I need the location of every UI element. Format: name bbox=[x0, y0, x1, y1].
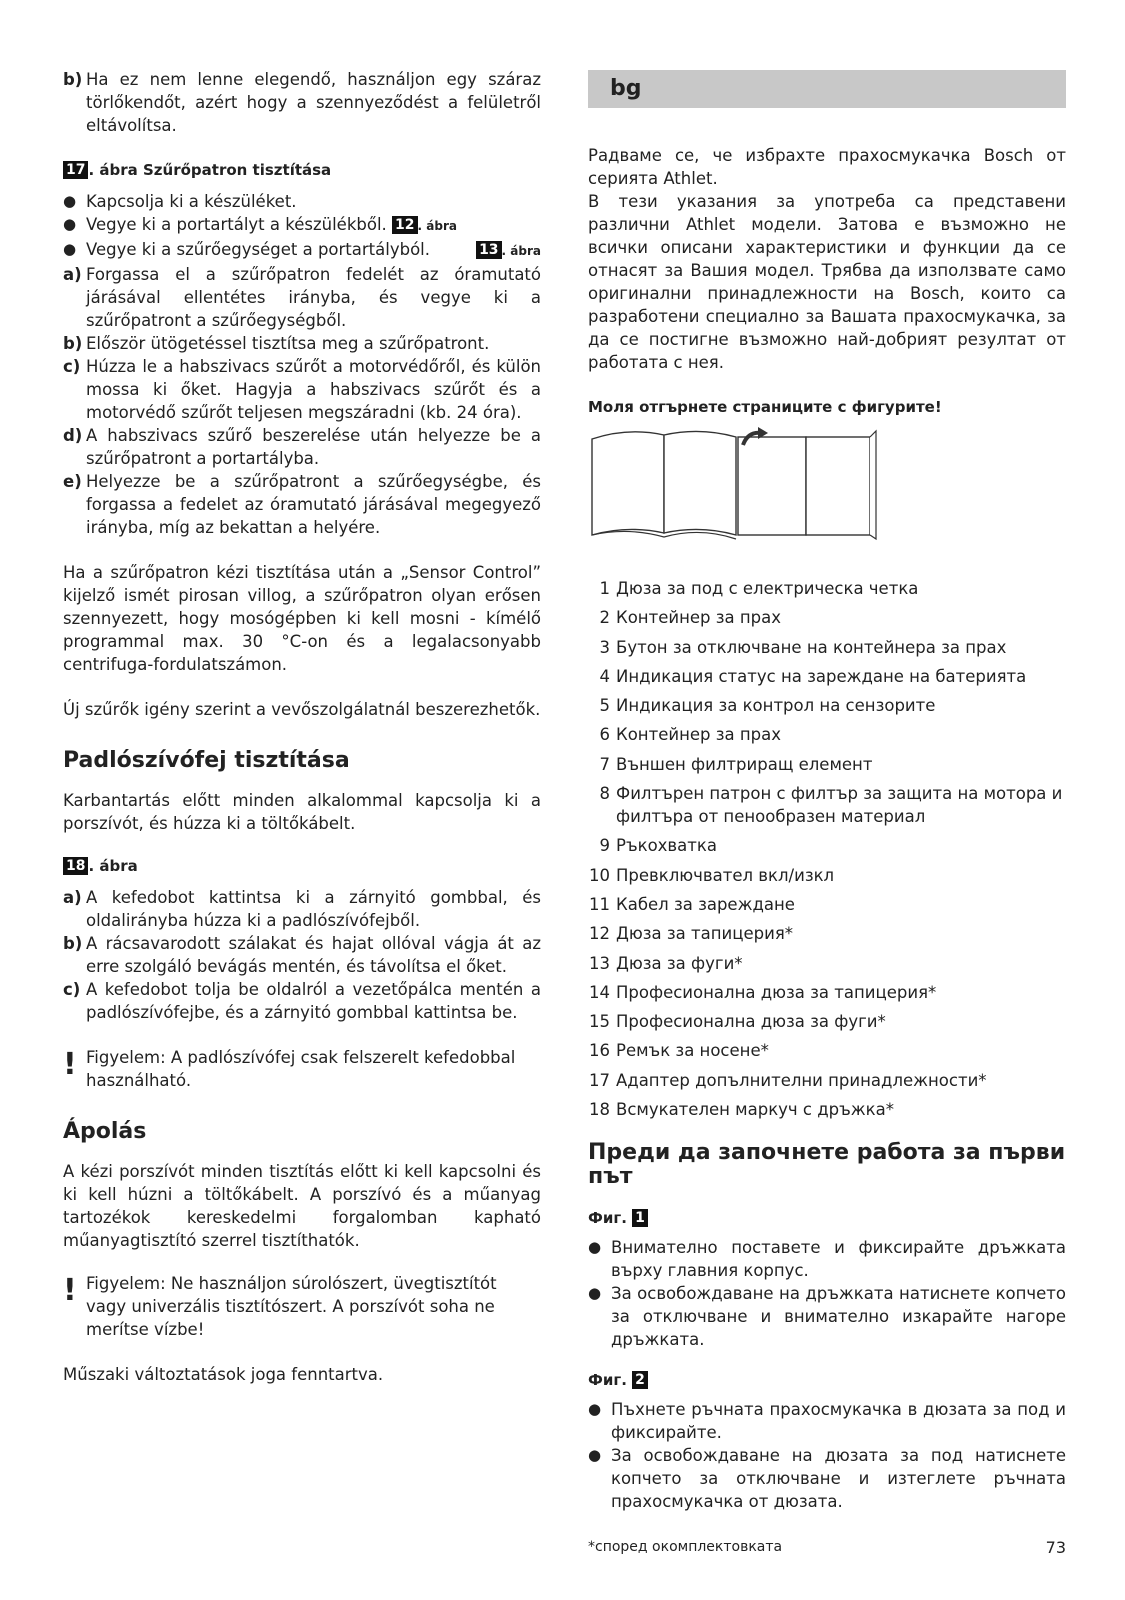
floor-head-heading: Padlószívófej tisztítása bbox=[63, 748, 350, 773]
filter-steps bbox=[63, 263, 541, 539]
bg-intro: Радваме се, че избрахте прахосмукачка Bosch от серията Athlet. bbox=[588, 146, 1066, 188]
bg-intro-2: В тези указания за употреба са представени различни Athlet модели. Затова е възможно не всички описани характеристики и функции да се отнасят за Вашия модел. Трябва да използвате само оригинални принадлежности на Bosch, които са разработени специално за Вашата прахосмукачка, за да се постигне възможно най-добрият резултат от работата с нея. bbox=[588, 192, 1066, 372]
list-item: 16 Ремък за носене* bbox=[589, 1041, 769, 1061]
page-number: 73 bbox=[1045, 1538, 1066, 1557]
bullet-item: ● Пъхнете ръчната прахосмукачка в дюзата за под и фиксирайте. bbox=[588, 1400, 1066, 1443]
list-item: 7 Външен филтриращ елемент bbox=[599, 754, 873, 774]
warning-2: ! Figyelem: Ne használjon súrolószert, üvegtisztítót vagy univerzális tisztítószert. A porszívót soha ne merítse vízbe! bbox=[63, 1273, 497, 1339]
figure-18-badge: 18 bbox=[63, 857, 88, 875]
list-item: 4 Индикация статус на зареждане на батерията bbox=[599, 666, 1027, 686]
new-filters-paragraph: Új szűrők igény szerint a vevőszolgálatnál beszerezhetők. bbox=[63, 700, 541, 719]
bullet-icon: ● bbox=[588, 1238, 602, 1257]
list-item: 11 Кабел за зареждане bbox=[589, 894, 795, 914]
floor-steps bbox=[63, 886, 541, 1024]
figure-12-badge: 12 bbox=[392, 216, 417, 234]
step-item: d) A habszivacs szűrő beszerelése után helyezze be a szűrőpatront a portartályba. bbox=[63, 426, 541, 468]
unfold-note: Моля отгърнете страниците с фигурите! bbox=[588, 398, 942, 416]
bullet-icon: ● bbox=[588, 1284, 602, 1303]
warning-1: ! Figyelem: A padlószívófej csak felszerelt kefedobbal használható. bbox=[63, 1047, 516, 1090]
list-item: 17 Адаптер допълнителни принадлежности* bbox=[589, 1070, 987, 1090]
tech-changes-note: Műszaki változtatások joga fenntartva. bbox=[63, 1365, 384, 1384]
page-footer bbox=[588, 1536, 1066, 1559]
bullet-item: ● Vegye ki a portartályt a készülékből. 12 . ábra bbox=[63, 213, 541, 238]
bullet-icon: ● bbox=[588, 1446, 602, 1465]
bullet-icon: ● bbox=[63, 215, 77, 233]
bullet-icon: ● bbox=[63, 240, 77, 258]
list-item: 9 Ръкохватка bbox=[599, 836, 717, 856]
list-item: 13 Дюза за фуги* bbox=[589, 953, 743, 973]
step-item: b) Először ütögetéssel tisztítsa meg a szűrőpatront. bbox=[63, 334, 490, 353]
bullet-item: ● Vegye ki a szűrőegységet a portartályból. 13 . ábra bbox=[63, 238, 541, 263]
bullet-item: ● Kapcsolja ki a készüléket. bbox=[63, 192, 297, 211]
bullet-icon: ● bbox=[588, 1400, 602, 1419]
parts-list bbox=[588, 577, 1066, 1121]
list-item: 3 Бутон за отключване на контейнера за прах bbox=[599, 637, 1007, 657]
left-bullets bbox=[63, 190, 541, 263]
step-item: e) Helyezze be a szűrőpatront a szűrőegységbe, és forgassa a fedelet az óramutató járásával megegyező irányba, míg az bekattan a helyére. bbox=[63, 472, 541, 537]
footnote: *според окомплектовката bbox=[588, 1539, 783, 1555]
list-item: 6 Контейнер за прах bbox=[599, 725, 782, 745]
list-item: 10 Превключвател вкл/изкл bbox=[589, 865, 835, 885]
bullet-icon: ● bbox=[63, 192, 77, 210]
figure-2-label: Фиг. 2 bbox=[588, 1369, 1066, 1392]
warning-icon: ! bbox=[63, 1047, 77, 1082]
bullet-item: ● За освобождаване на дюзата за под натиснете копчето за отключване и изтеглете ръчната прахосмукачка от дюзата. bbox=[588, 1446, 1066, 1512]
list-item: 5 Индикация за контрол на сензорите bbox=[599, 696, 936, 716]
step-item: a) Forgassa el a szűrőpatron fedelét az óramutató járásával ellentétes irányba, és vegye ki a szűrőpatront a szűrőegységből. bbox=[63, 265, 541, 330]
care-paragraph: A kézi porszívót minden tisztítás előtt ki kell kapcsolni és ki kell húzni a töltőkábelt. A porszívó és a műanyag tartozékok kereskedelmi forgalomban kapható műanyagtisztító szerrel tisztíthatók. bbox=[63, 1162, 541, 1250]
unfold-pages-illustration bbox=[588, 427, 878, 545]
figure-2-badge: 2 bbox=[632, 1371, 648, 1389]
fig2-bullets bbox=[588, 1398, 1066, 1513]
intro-step-b: b) Ha ez nem lenne elegendő, használjon egy száraz törlőkendőt, azért hogy a szennyeződést a felületről eltávolítsa. bbox=[63, 70, 541, 135]
step-item: c) Húzza le a habszivacs szűrőt a motorvédőről, és külön mossa ki őket. Hagyja a habszivacs szűrőt és a motorvédő szűrőt teljesen megszáradni (kb. 24 óra). bbox=[63, 357, 541, 422]
figure-17-badge: 17 bbox=[63, 161, 88, 179]
fig1-bullets bbox=[588, 1236, 1066, 1351]
list-item: 12 Дюза за тапицерия* bbox=[589, 924, 794, 944]
left-column bbox=[63, 66, 541, 1386]
figure-13-badge: 13 bbox=[476, 241, 501, 259]
bullet-item: ● За освобождаване на дръжката натиснете копчето за отключване и внимателно изкарайте нагоре дръжката. bbox=[588, 1284, 1066, 1350]
list-item: 14 Професионална дюза за тапицерия* bbox=[589, 982, 937, 1002]
bullet-item: ● Внимателно поставете и фиксирайте дръжката върху главния корпус. bbox=[588, 1238, 1066, 1281]
list-item: 8 Филтърен патрон с филтър за защита на мотора и филтъра от пенообразен материал bbox=[599, 784, 1063, 827]
figure-1-badge: 1 bbox=[632, 1209, 648, 1227]
step-item: b) A rácsavarodott szálakat és hajat ollóval vágja át az erre szolgáló bevágás mentén, és távolítsa el őket. bbox=[63, 934, 541, 976]
first-use-heading: Преди да започнете работа за първи път bbox=[588, 1140, 1066, 1190]
floor-intro: Karbantartás előtt minden alkalommal kapcsolja ki a porszívót, és húzza ki a töltőkábelt. bbox=[63, 791, 541, 833]
list-item: 2 Контейнер за прах bbox=[599, 608, 782, 628]
care-heading: Ápolás bbox=[63, 1119, 147, 1144]
right-column bbox=[588, 66, 1066, 1513]
figure-1-label: Фиг. 1 bbox=[588, 1207, 1066, 1230]
list-item: 1 Дюза за под с електрическа четка bbox=[599, 579, 919, 598]
figure-17-caption: 17 . ábra Szűrőpatron tisztítása bbox=[63, 159, 541, 182]
warning-icon: ! bbox=[63, 1273, 77, 1308]
figure-18-caption: 18 . ábra bbox=[63, 855, 541, 878]
list-item: 15 Професионална дюза за фуги* bbox=[589, 1012, 886, 1032]
step-item: a) A kefedobot kattintsa ki a zárnyitó gombbal, és oldalirányba húzza ki a padlószívófejből. bbox=[63, 888, 541, 930]
step-item: c) A kefedobot tolja be oldalról a vezetőpálca mentén a padlószívófejbe, és a zárnyitó gombbal kattintsa be. bbox=[63, 980, 541, 1022]
language-header: bg bbox=[588, 70, 1066, 108]
list-item: 18 Всмукателен маркуч с дръжка* bbox=[589, 1100, 894, 1120]
washing-paragraph: Ha a szűrőpatron kézi tisztítása után a „Sensor Control” kijelző ismét pirosan villog, a szűrőpatron olyan erősen szennyezett, hogy mosógépben ki kell mosni - kímélő programmal max. 30 °C-on és a legalacsonyabb centrifuga-fordulatszámon. bbox=[63, 563, 541, 674]
